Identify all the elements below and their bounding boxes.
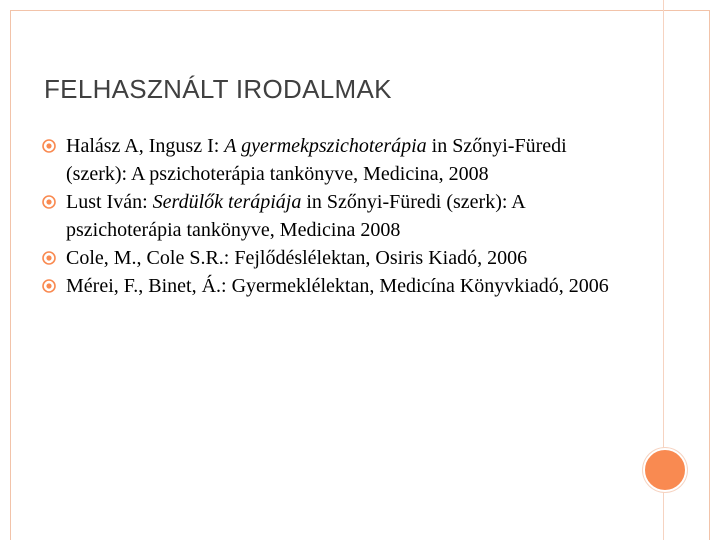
slide-title: FELHASZNÁLT IRODALMAK [44, 74, 392, 104]
target-circle-icon [42, 195, 56, 209]
reference-item [42, 272, 622, 300]
target-circle-icon [42, 279, 56, 293]
reference-text: Halász A, Ingusz I: A gyermekpszichoterápia in Szőnyi-Füredi (szerk): A pszichoterápia tankönyve, Medicina, 2008 [66, 135, 567, 185]
target-circle-icon [42, 139, 56, 153]
reference-item [42, 244, 622, 272]
frame-left-border [10, 10, 11, 540]
frame-right-border [709, 10, 710, 540]
decorative-circle [643, 448, 687, 492]
reference-item [42, 132, 622, 188]
reference-text: Cole, M., Cole S.R.: Fejlődéslélektan, Osiris Kiadó, 2006 [66, 247, 528, 269]
reference-text: Lust Iván: Serdülők terápiája in Szőnyi-Füredi (szerk): A pszichoterápia tankönyve, Medicina 2008 [66, 191, 525, 241]
reference-item [42, 188, 622, 244]
target-circle-icon [42, 251, 56, 265]
frame-top-border [10, 10, 710, 11]
reference-list [42, 132, 622, 300]
reference-text: Mérei, F., Binet, Á.: Gyermeklélektan, Medicína Könyvkiadó, 2006 [66, 275, 609, 297]
